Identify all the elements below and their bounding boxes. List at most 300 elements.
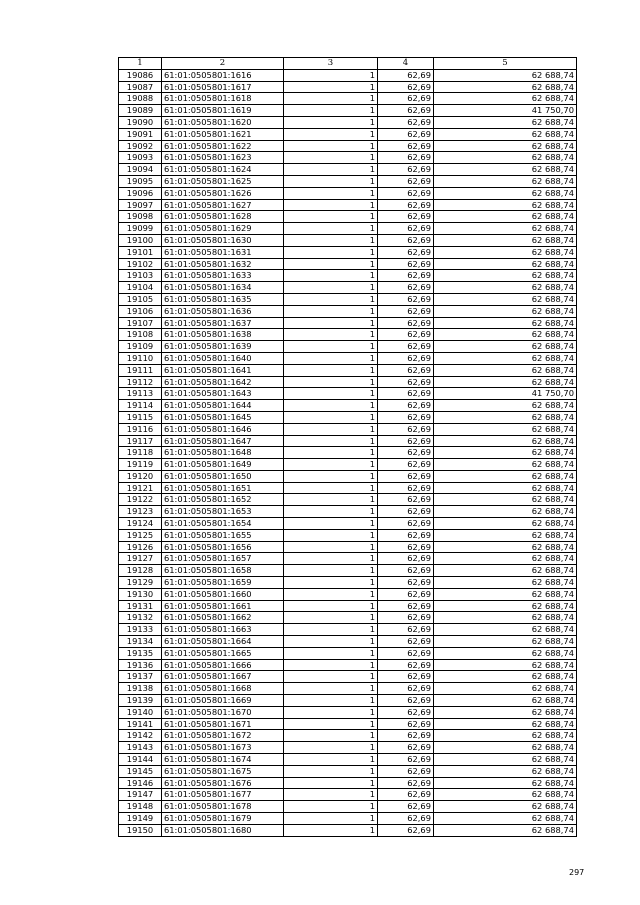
table-row: [119, 541, 577, 553]
row-number-cell: 19128: [119, 565, 162, 577]
value-cell: 62 688,74: [434, 293, 577, 305]
quantity-cell: 1: [284, 470, 378, 482]
cadastral-number-cell: 61:01:0505801:1662: [162, 612, 284, 624]
row-number-cell: 19119: [119, 459, 162, 471]
cadastral-number-cell: 61:01:0505801:1649: [162, 459, 284, 471]
table-row: [119, 742, 577, 754]
cadastral-number-cell: 61:01:0505801:1621: [162, 128, 284, 140]
value-cell: 62 688,74: [434, 730, 577, 742]
quantity-cell: 1: [284, 647, 378, 659]
area-cell: 62,69: [378, 718, 434, 730]
area-cell: 62,69: [378, 341, 434, 353]
quantity-cell: 1: [284, 765, 378, 777]
row-number-cell: 19127: [119, 553, 162, 565]
area-cell: 62,69: [378, 81, 434, 93]
value-cell: 62 688,74: [434, 305, 577, 317]
area-cell: 62,69: [378, 494, 434, 506]
quantity-cell: 1: [284, 341, 378, 353]
quantity-cell: 1: [284, 329, 378, 341]
value-cell: 62 688,74: [434, 93, 577, 105]
table-row: [119, 789, 577, 801]
area-cell: 62,69: [378, 659, 434, 671]
table-row: [119, 164, 577, 176]
value-cell: 62 688,74: [434, 695, 577, 707]
area-cell: 62,69: [378, 813, 434, 825]
row-number-cell: 19114: [119, 400, 162, 412]
value-cell: 62 688,74: [434, 683, 577, 695]
area-cell: 62,69: [378, 187, 434, 199]
value-cell: 62 688,74: [434, 659, 577, 671]
value-cell: 62 688,74: [434, 435, 577, 447]
table-row: [119, 683, 577, 695]
row-number-cell: 19099: [119, 223, 162, 235]
table-row: [119, 718, 577, 730]
value-cell: 62 688,74: [434, 754, 577, 766]
quantity-cell: 1: [284, 494, 378, 506]
area-cell: 62,69: [378, 553, 434, 565]
cadastral-number-cell: 61:01:0505801:1635: [162, 293, 284, 305]
area-cell: 62,69: [378, 234, 434, 246]
cadastral-number-cell: 61:01:0505801:1661: [162, 600, 284, 612]
table-row: [119, 411, 577, 423]
table-row: [119, 565, 577, 577]
quantity-cell: 1: [284, 447, 378, 459]
cadastral-number-cell: 61:01:0505801:1655: [162, 529, 284, 541]
table-row: [119, 447, 577, 459]
value-cell: 62 688,74: [434, 411, 577, 423]
quantity-cell: 1: [284, 695, 378, 707]
value-cell: 62 688,74: [434, 364, 577, 376]
table-row: [119, 305, 577, 317]
quantity-cell: 1: [284, 506, 378, 518]
area-cell: 62,69: [378, 317, 434, 329]
quantity-cell: 1: [284, 116, 378, 128]
table-row: [119, 246, 577, 258]
area-cell: 62,69: [378, 671, 434, 683]
quantity-cell: 1: [284, 624, 378, 636]
value-cell: 62 688,74: [434, 789, 577, 801]
cadastral-number-cell: 61:01:0505801:1667: [162, 671, 284, 683]
area-cell: 62,69: [378, 282, 434, 294]
cadastral-number-cell: 61:01:0505801:1627: [162, 199, 284, 211]
value-cell: 62 688,74: [434, 718, 577, 730]
row-number-cell: 19100: [119, 234, 162, 246]
value-cell: 62 688,74: [434, 317, 577, 329]
row-number-cell: 19134: [119, 636, 162, 648]
row-number-cell: 19130: [119, 588, 162, 600]
table-row: [119, 187, 577, 199]
value-cell: 62 688,74: [434, 352, 577, 364]
row-number-cell: 19110: [119, 352, 162, 364]
cadastral-number-cell: 61:01:0505801:1618: [162, 93, 284, 105]
row-number-cell: 19087: [119, 81, 162, 93]
value-cell: 62 688,74: [434, 824, 577, 836]
row-number-cell: 19140: [119, 706, 162, 718]
row-number-cell: 19122: [119, 494, 162, 506]
area-cell: 62,69: [378, 683, 434, 695]
row-number-cell: 19142: [119, 730, 162, 742]
table-row: [119, 765, 577, 777]
table-row: [119, 270, 577, 282]
table-row: [119, 105, 577, 117]
row-number-cell: 19107: [119, 317, 162, 329]
value-cell: 62 688,74: [434, 116, 577, 128]
area-cell: 62,69: [378, 459, 434, 471]
quantity-cell: 1: [284, 553, 378, 565]
cadastral-number-cell: 61:01:0505801:1679: [162, 813, 284, 825]
row-number-cell: 19135: [119, 647, 162, 659]
quantity-cell: 1: [284, 270, 378, 282]
row-number-cell: 19148: [119, 801, 162, 813]
value-cell: 41 750,70: [434, 388, 577, 400]
quantity-cell: 1: [284, 435, 378, 447]
row-number-cell: 19126: [119, 541, 162, 553]
table-row: [119, 777, 577, 789]
data-table: [118, 57, 577, 837]
column-header-5: 5: [434, 58, 577, 70]
row-number-cell: 19131: [119, 600, 162, 612]
row-number-cell: 19105: [119, 293, 162, 305]
area-cell: 62,69: [378, 329, 434, 341]
quantity-cell: 1: [284, 293, 378, 305]
table-row: [119, 754, 577, 766]
area-cell: 62,69: [378, 518, 434, 530]
quantity-cell: 1: [284, 588, 378, 600]
cadastral-number-cell: 61:01:0505801:1626: [162, 187, 284, 199]
quantity-cell: 1: [284, 742, 378, 754]
row-number-cell: 19123: [119, 506, 162, 518]
table-row: [119, 470, 577, 482]
row-number-cell: 19093: [119, 152, 162, 164]
quantity-cell: 1: [284, 152, 378, 164]
row-number-cell: 19124: [119, 518, 162, 530]
value-cell: 62 688,74: [434, 187, 577, 199]
value-cell: 62 688,74: [434, 600, 577, 612]
area-cell: 62,69: [378, 411, 434, 423]
cadastral-number-cell: 61:01:0505801:1678: [162, 801, 284, 813]
table-row: [119, 706, 577, 718]
table-row: [119, 258, 577, 270]
quantity-cell: 1: [284, 388, 378, 400]
quantity-cell: 1: [284, 411, 378, 423]
row-number-cell: 19125: [119, 529, 162, 541]
table-row: [119, 671, 577, 683]
area-cell: 62,69: [378, 824, 434, 836]
row-number-cell: 19146: [119, 777, 162, 789]
cadastral-number-cell: 61:01:0505801:1664: [162, 636, 284, 648]
value-cell: 62 688,74: [434, 282, 577, 294]
table-row: [119, 529, 577, 541]
column-header-1: 1: [119, 58, 162, 70]
quantity-cell: 1: [284, 352, 378, 364]
table-row: [119, 624, 577, 636]
cadastral-number-cell: 61:01:0505801:1620: [162, 116, 284, 128]
area-cell: 62,69: [378, 765, 434, 777]
table-row: [119, 81, 577, 93]
quantity-cell: 1: [284, 824, 378, 836]
row-number-cell: 19121: [119, 482, 162, 494]
value-cell: 62 688,74: [434, 494, 577, 506]
column-header-3: 3: [284, 58, 378, 70]
cadastral-number-cell: 61:01:0505801:1658: [162, 565, 284, 577]
area-cell: 62,69: [378, 565, 434, 577]
row-number-cell: 19139: [119, 695, 162, 707]
cadastral-number-cell: 61:01:0505801:1671: [162, 718, 284, 730]
area-cell: 62,69: [378, 246, 434, 258]
quantity-cell: 1: [284, 423, 378, 435]
cadastral-number-cell: 61:01:0505801:1617: [162, 81, 284, 93]
value-cell: 62 688,74: [434, 128, 577, 140]
row-number-cell: 19117: [119, 435, 162, 447]
area-cell: 62,69: [378, 388, 434, 400]
table-row: [119, 636, 577, 648]
row-number-cell: 19132: [119, 612, 162, 624]
row-number-cell: 19149: [119, 813, 162, 825]
area-cell: 62,69: [378, 105, 434, 117]
value-cell: 62 688,74: [434, 400, 577, 412]
quantity-cell: 1: [284, 258, 378, 270]
quantity-cell: 1: [284, 754, 378, 766]
table-row: [119, 695, 577, 707]
quantity-cell: 1: [284, 459, 378, 471]
table-row: [119, 317, 577, 329]
value-cell: 62 688,74: [434, 211, 577, 223]
table-row: [119, 329, 577, 341]
quantity-cell: 1: [284, 612, 378, 624]
value-cell: 62 688,74: [434, 706, 577, 718]
value-cell: 62 688,74: [434, 199, 577, 211]
cadastral-number-cell: 61:01:0505801:1651: [162, 482, 284, 494]
row-number-cell: 19102: [119, 258, 162, 270]
value-cell: 62 688,74: [434, 612, 577, 624]
quantity-cell: 1: [284, 518, 378, 530]
area-cell: 62,69: [378, 647, 434, 659]
value-cell: 62 688,74: [434, 482, 577, 494]
quantity-cell: 1: [284, 801, 378, 813]
table-row: [119, 600, 577, 612]
row-number-cell: 19138: [119, 683, 162, 695]
quantity-cell: 1: [284, 718, 378, 730]
table-row: [119, 459, 577, 471]
row-number-cell: 19101: [119, 246, 162, 258]
area-cell: 62,69: [378, 199, 434, 211]
cadastral-number-cell: 61:01:0505801:1641: [162, 364, 284, 376]
cadastral-number-cell: 61:01:0505801:1674: [162, 754, 284, 766]
area-cell: 62,69: [378, 529, 434, 541]
value-cell: 62 688,74: [434, 801, 577, 813]
row-number-cell: 19088: [119, 93, 162, 105]
row-number-cell: 19150: [119, 824, 162, 836]
value-cell: 62 688,74: [434, 624, 577, 636]
cadastral-number-cell: 61:01:0505801:1677: [162, 789, 284, 801]
table-row: [119, 494, 577, 506]
table-row: [119, 223, 577, 235]
value-cell: 62 688,74: [434, 765, 577, 777]
value-cell: 62 688,74: [434, 69, 577, 81]
value-cell: 62 688,74: [434, 541, 577, 553]
area-cell: 62,69: [378, 577, 434, 589]
quantity-cell: 1: [284, 282, 378, 294]
area-cell: 62,69: [378, 140, 434, 152]
quantity-cell: 1: [284, 223, 378, 235]
quantity-cell: 1: [284, 140, 378, 152]
value-cell: 62 688,74: [434, 447, 577, 459]
value-cell: 62 688,74: [434, 647, 577, 659]
area-cell: 62,69: [378, 470, 434, 482]
quantity-cell: 1: [284, 211, 378, 223]
area-cell: 62,69: [378, 695, 434, 707]
row-number-cell: 19094: [119, 164, 162, 176]
table-row: [119, 293, 577, 305]
row-number-cell: 19104: [119, 282, 162, 294]
area-cell: 62,69: [378, 128, 434, 140]
quantity-cell: 1: [284, 175, 378, 187]
quantity-cell: 1: [284, 187, 378, 199]
value-cell: 62 688,74: [434, 423, 577, 435]
quantity-cell: 1: [284, 577, 378, 589]
row-number-cell: 19086: [119, 69, 162, 81]
cadastral-number-cell: 61:01:0505801:1622: [162, 140, 284, 152]
area-cell: 62,69: [378, 69, 434, 81]
value-cell: 62 688,74: [434, 140, 577, 152]
row-number-cell: 19091: [119, 128, 162, 140]
table-row: [119, 423, 577, 435]
quantity-cell: 1: [284, 164, 378, 176]
quantity-cell: 1: [284, 777, 378, 789]
area-cell: 62,69: [378, 175, 434, 187]
value-cell: 62 688,74: [434, 376, 577, 388]
area-cell: 62,69: [378, 600, 434, 612]
cadastral-number-cell: 61:01:0505801:1636: [162, 305, 284, 317]
cadastral-number-cell: 61:01:0505801:1672: [162, 730, 284, 742]
cadastral-number-cell: 61:01:0505801:1643: [162, 388, 284, 400]
cadastral-number-cell: 61:01:0505801:1669: [162, 695, 284, 707]
row-number-cell: 19092: [119, 140, 162, 152]
row-number-cell: 19095: [119, 175, 162, 187]
quantity-cell: 1: [284, 69, 378, 81]
value-cell: 62 688,74: [434, 529, 577, 541]
value-cell: 62 688,74: [434, 223, 577, 235]
row-number-cell: 19147: [119, 789, 162, 801]
row-number-cell: 19133: [119, 624, 162, 636]
quantity-cell: 1: [284, 706, 378, 718]
cadastral-number-cell: 61:01:0505801:1634: [162, 282, 284, 294]
area-cell: 62,69: [378, 270, 434, 282]
cadastral-number-cell: 61:01:0505801:1625: [162, 175, 284, 187]
value-cell: 62 688,74: [434, 152, 577, 164]
row-number-cell: 19115: [119, 411, 162, 423]
quantity-cell: 1: [284, 199, 378, 211]
value-cell: 62 688,74: [434, 258, 577, 270]
quantity-cell: 1: [284, 659, 378, 671]
table-row: [119, 282, 577, 294]
cadastral-number-cell: 61:01:0505801:1652: [162, 494, 284, 506]
value-cell: 62 688,74: [434, 470, 577, 482]
table-row: [119, 435, 577, 447]
cadastral-number-cell: 61:01:0505801:1628: [162, 211, 284, 223]
table-row: [119, 506, 577, 518]
column-header-2: 2: [162, 58, 284, 70]
cadastral-number-cell: 61:01:0505801:1650: [162, 470, 284, 482]
cadastral-number-cell: 61:01:0505801:1657: [162, 553, 284, 565]
area-cell: 62,69: [378, 400, 434, 412]
row-number-cell: 19111: [119, 364, 162, 376]
column-header-4: 4: [378, 58, 434, 70]
value-cell: 62 688,74: [434, 81, 577, 93]
row-number-cell: 19137: [119, 671, 162, 683]
quantity-cell: 1: [284, 482, 378, 494]
table-row: [119, 175, 577, 187]
quantity-cell: 1: [284, 683, 378, 695]
area-cell: 62,69: [378, 789, 434, 801]
cadastral-number-cell: 61:01:0505801:1616: [162, 69, 284, 81]
value-cell: 62 688,74: [434, 671, 577, 683]
row-number-cell: 19103: [119, 270, 162, 282]
value-cell: 62 688,74: [434, 742, 577, 754]
area-cell: 62,69: [378, 352, 434, 364]
cadastral-number-cell: 61:01:0505801:1670: [162, 706, 284, 718]
value-cell: 62 688,74: [434, 234, 577, 246]
table-row: [119, 388, 577, 400]
quantity-cell: 1: [284, 93, 378, 105]
cadastral-number-cell: 61:01:0505801:1639: [162, 341, 284, 353]
cadastral-number-cell: 61:01:0505801:1629: [162, 223, 284, 235]
area-cell: 62,69: [378, 706, 434, 718]
quantity-cell: 1: [284, 234, 378, 246]
cadastral-number-cell: 61:01:0505801:1631: [162, 246, 284, 258]
area-cell: 62,69: [378, 435, 434, 447]
table-row: [119, 659, 577, 671]
table-row: [119, 588, 577, 600]
quantity-cell: 1: [284, 128, 378, 140]
area-cell: 62,69: [378, 364, 434, 376]
table-row: [119, 482, 577, 494]
area-cell: 62,69: [378, 223, 434, 235]
quantity-cell: 1: [284, 813, 378, 825]
quantity-cell: 1: [284, 317, 378, 329]
row-number-cell: 19113: [119, 388, 162, 400]
cadastral-number-cell: 61:01:0505801:1680: [162, 824, 284, 836]
area-cell: 62,69: [378, 636, 434, 648]
value-cell: 62 688,74: [434, 565, 577, 577]
value-cell: 62 688,74: [434, 588, 577, 600]
row-number-cell: 19145: [119, 765, 162, 777]
cadastral-number-cell: 61:01:0505801:1637: [162, 317, 284, 329]
value-cell: 62 688,74: [434, 459, 577, 471]
cadastral-number-cell: 61:01:0505801:1668: [162, 683, 284, 695]
area-cell: 62,69: [378, 293, 434, 305]
table-row: [119, 577, 577, 589]
cadastral-number-cell: 61:01:0505801:1619: [162, 105, 284, 117]
table-row: [119, 93, 577, 105]
value-cell: 62 688,74: [434, 164, 577, 176]
row-number-cell: 19141: [119, 718, 162, 730]
page-number: 297: [569, 868, 585, 877]
quantity-cell: 1: [284, 600, 378, 612]
area-cell: 62,69: [378, 742, 434, 754]
cadastral-number-cell: 61:01:0505801:1665: [162, 647, 284, 659]
cadastral-number-cell: 61:01:0505801:1645: [162, 411, 284, 423]
area-cell: 62,69: [378, 482, 434, 494]
cadastral-number-cell: 61:01:0505801:1642: [162, 376, 284, 388]
row-number-cell: 19112: [119, 376, 162, 388]
quantity-cell: 1: [284, 529, 378, 541]
area-cell: 62,69: [378, 541, 434, 553]
cadastral-number-cell: 61:01:0505801:1623: [162, 152, 284, 164]
row-number-cell: 19098: [119, 211, 162, 223]
cadastral-number-cell: 61:01:0505801:1630: [162, 234, 284, 246]
cadastral-number-cell: 61:01:0505801:1673: [162, 742, 284, 754]
